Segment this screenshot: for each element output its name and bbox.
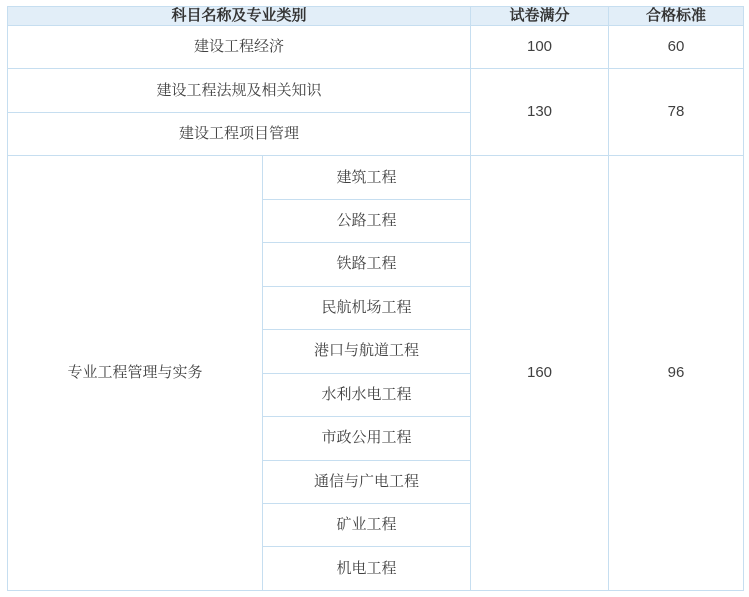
table-row (8, 156, 744, 199)
cell-full-score: 130 (471, 69, 609, 156)
header-pass-score: 合格标准 (609, 7, 744, 26)
cell-specialty: 建筑工程 (263, 156, 471, 199)
cell-pass-score: 60 (609, 26, 744, 69)
cell-specialty: 市政公用工程 (263, 417, 471, 460)
exam-scores-table (7, 6, 744, 591)
cell-subject: 建设工程项目管理 (8, 112, 471, 155)
table-header-row (8, 7, 744, 26)
cell-specialty: 水利水电工程 (263, 373, 471, 416)
header-subject-category: 科目名称及专业类别 (8, 7, 471, 26)
cell-subject: 建设工程经济 (8, 26, 471, 69)
cell-specialty: 公路工程 (263, 199, 471, 242)
cell-specialty: 矿业工程 (263, 503, 471, 546)
cell-specialty: 港口与航道工程 (263, 330, 471, 373)
cell-specialty: 铁路工程 (263, 243, 471, 286)
cell-specialty: 民航机场工程 (263, 286, 471, 329)
cell-specialty: 机电工程 (263, 547, 471, 591)
cell-subject: 建设工程法规及相关知识 (8, 69, 471, 112)
cell-subject: 专业工程管理与实务 (8, 156, 263, 591)
header-full-score: 试卷满分 (471, 7, 609, 26)
cell-specialty: 通信与广电工程 (263, 460, 471, 503)
cell-pass-score: 78 (609, 69, 744, 156)
table-row (8, 26, 744, 69)
cell-pass-score: 96 (609, 156, 744, 591)
table-row (8, 69, 744, 112)
cell-full-score: 160 (471, 156, 609, 591)
cell-full-score: 100 (471, 26, 609, 69)
